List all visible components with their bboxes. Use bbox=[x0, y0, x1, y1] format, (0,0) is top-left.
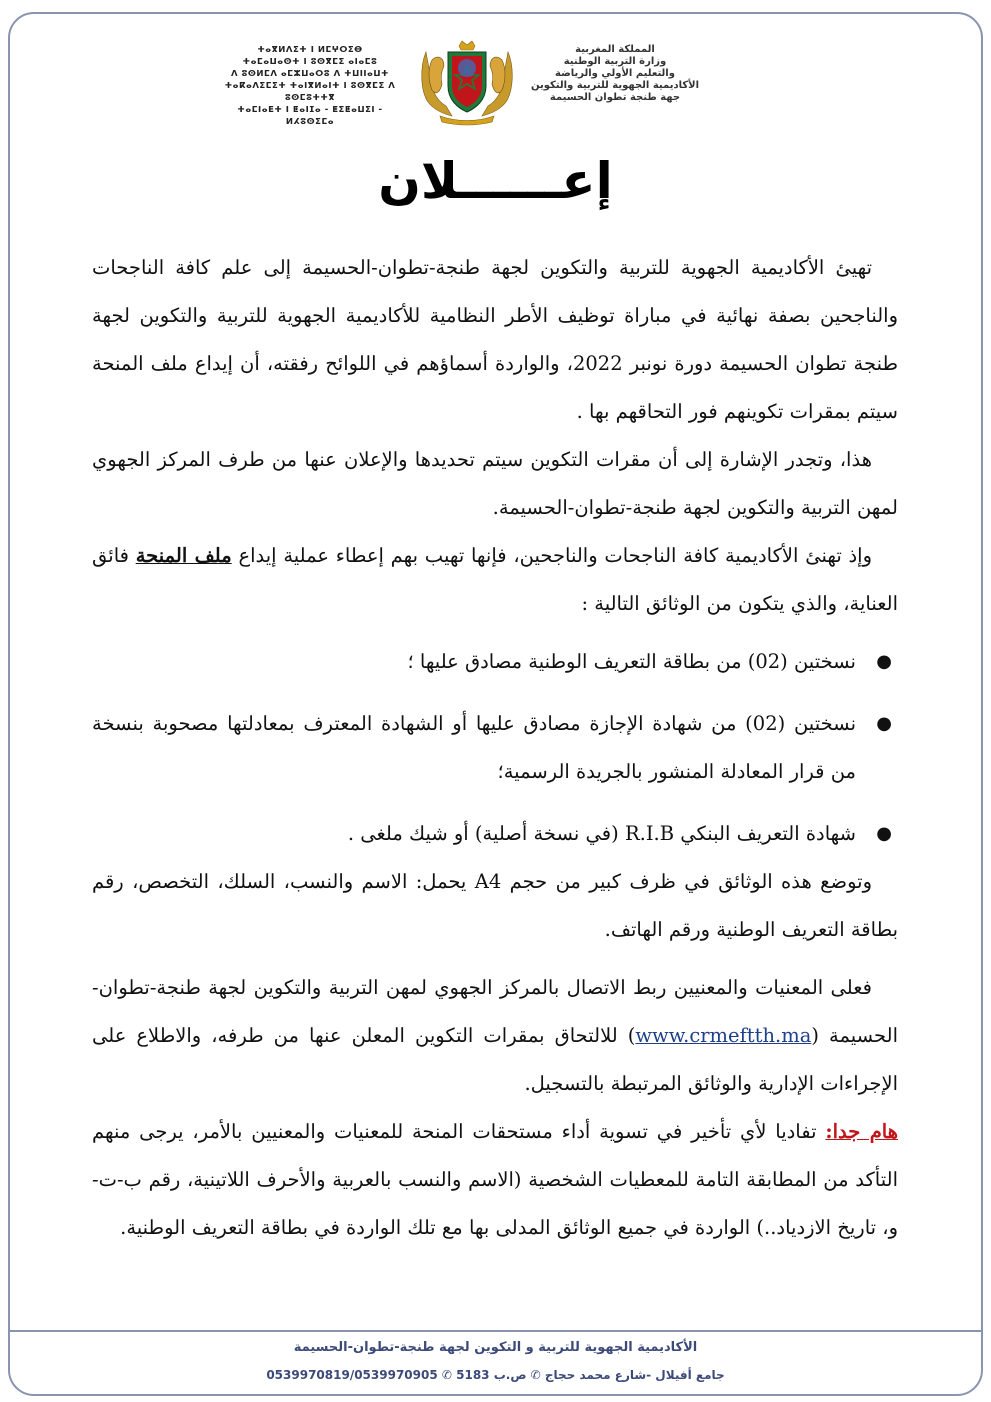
paragraph-intro: تهيئ الأكاديمية الجهوية للتربية والتكوين لجهة طنجة-تطوان-الحسيمة إلى علم كافة الناجحات والناجحين بصفة نهائية في مباراة توظيف الأطر النظامية للأكاديمية الجهوية للتربية والتكوين لجهة طنجة تطوان الحسيمة دورة نونبر 2022، والواردة أسماؤهم في اللوائح رفقته، أن إيداع ملف المنحة سيتم بمقرات تكوينهم فور التحاقهم بها . bbox=[92, 256, 898, 423]
list-item bbox=[92, 700, 898, 796]
grant-file-emphasis: ملف المنحة bbox=[135, 544, 232, 567]
arabic-header-line: المملكة المغربية bbox=[575, 44, 655, 55]
contact-text-start: فعلى المعنيات والمعنيين ربط الاتصال بالمركز الجهوي لمهن التربية والتكوين لجهة طنجة-تطوان-الحسيمة ( bbox=[92, 976, 898, 1047]
paragraph-envelope: وتوضع هذه الوثائق في ظرف كبير من حجم A4 يحمل: الاسم والنسب، السلك، التخصص، رقم بطاقة التعريف الوطنية ورقم الهاتف. bbox=[92, 870, 898, 941]
arabic-header-line: الأكاديمية الجهوية للتربية والتكوين bbox=[530, 80, 700, 91]
list-item bbox=[92, 810, 898, 858]
tifinagh-line: ⵜⴰⵎⵏⴰⴹⵜ ⵏ ⵟⴰⵏⵊⴰ - ⵟⵉⵟⴰⵡⵉⵏ - ⵍⵃⵓⵙⵉⵎⴰ bbox=[237, 105, 383, 127]
paragraph-contact bbox=[92, 964, 898, 1108]
arabic-header-line: والتعليم الأولي والرياضة bbox=[555, 68, 675, 79]
tifinagh-line: ⵜⴰⵎⴰⵡⴰⵙⵜ ⵏ ⵓⵙⴳⵎⵉ ⴰⵏⴰⵎⵓ bbox=[242, 57, 378, 67]
arabic-header-line: جهة طنجة تطوان الحسيمة bbox=[549, 92, 681, 103]
royal-coat-of-arms-icon bbox=[418, 40, 516, 126]
announcement-title: إعــــــلان bbox=[378, 152, 613, 210]
bullet-icon: ● bbox=[876, 651, 892, 672]
tifinagh-line: ⵜⴰⴳⵍⴷⵉⵜ ⵏ ⵍⵎⵖⵔⵉⴱ bbox=[257, 45, 363, 55]
footer-address: جامع أفيلال -شارع محمد حجاج ✆ ص.ب 5183 ✆ 0539970819/0539970905 bbox=[266, 1368, 725, 1382]
important-text: تفاديا لأي تأخير في تسوية أداء مستحقات المنحة للمعنيات والمعنيين بالأمر، يرجى منهم التأكد من المطابقة التامة للمعطيات الشخصية (الاسم والنسب بالعربية والأحرف اللاتينية، رقم ب-ت-و، تاريخ الازدياد..) الواردة في جميع الوثائق المدلى بها مع تلك الواردة في بطاقة التعريف الوطنية. bbox=[92, 1120, 898, 1239]
list-item-text: شهادة التعريف البنكي R.I.B (في نسخة أصلية) أو شيك ملغى . bbox=[347, 822, 856, 845]
important-label: هام جدا: bbox=[825, 1120, 898, 1143]
list-item-text: نسختين (02) من شهادة الإجازة مصادق عليها أو الشهادة المعترف بمعادلتها مصحوبة بنسخة من قرار المعادلة المنشور بالجريدة الرسمية؛ bbox=[92, 712, 856, 783]
tifinagh-header bbox=[215, 44, 405, 128]
crmef-website-link[interactable]: www.crmeftth.ma bbox=[635, 1024, 812, 1047]
letterhead bbox=[0, 40, 991, 130]
arabic-header bbox=[520, 44, 710, 104]
grant-file-text-end: فائق العناية، والذي يتكون من الوثائق التالية : bbox=[92, 544, 898, 615]
footer-institution: الأكاديمية الجهوية للتربية و التكوين لجهة طنجة-تطوان-الحسيمة bbox=[293, 1340, 698, 1355]
list-item bbox=[92, 638, 898, 686]
tifinagh-line: ⵜⴰⴽⴰⴷⵉⵎⵉⵜ ⵜⴰⵏⴳⵍⴰⵏⵜ ⵏ ⵓⵙⴳⵎⵉ ⴷ ⵓⵙⵎⵓⵜⵜⴳ bbox=[224, 81, 396, 103]
arabic-header-line: وزارة التربية الوطنية bbox=[563, 56, 667, 67]
paragraph-grant-file bbox=[92, 532, 898, 628]
grant-file-text-start: وإذ تهنئ الأكاديمية كافة الناجحات والناجحين، فإنها تهيب بهم إعطاء عملية إيداع bbox=[238, 544, 873, 567]
list-item-text: نسختين (02) من بطاقة التعريف الوطنية مصادق عليها ؛ bbox=[407, 650, 856, 673]
paragraph-important bbox=[92, 1108, 898, 1252]
announcement-body bbox=[92, 244, 898, 1252]
bullet-icon: ● bbox=[876, 713, 892, 734]
contact-text-end: ) للالتحاق بمقرات التكوين المعلن عنها من طرفه، والاطلاع على الإجراءات الإدارية والوثائق المرتبطة بالتسجيل. bbox=[92, 1024, 898, 1095]
paragraph-training-centers: هذا، وتجدر الإشارة إلى أن مقرات التكوين سيتم تحديدها والإعلان عنها من طرف المركز الجهوي لمهن التربية والتكوين لجهة طنجة-تطوان-الحسيمة. bbox=[92, 448, 898, 519]
bullet-icon: ● bbox=[876, 823, 892, 844]
footer-divider bbox=[8, 1330, 983, 1332]
tifinagh-line: ⴷ ⵓⵙⵍⵎⴷ ⴰⵎⵣⵡⴰⵔⵓ ⴷ ⵜⵡⵏⵏⴰⵡⵜ bbox=[231, 69, 389, 79]
